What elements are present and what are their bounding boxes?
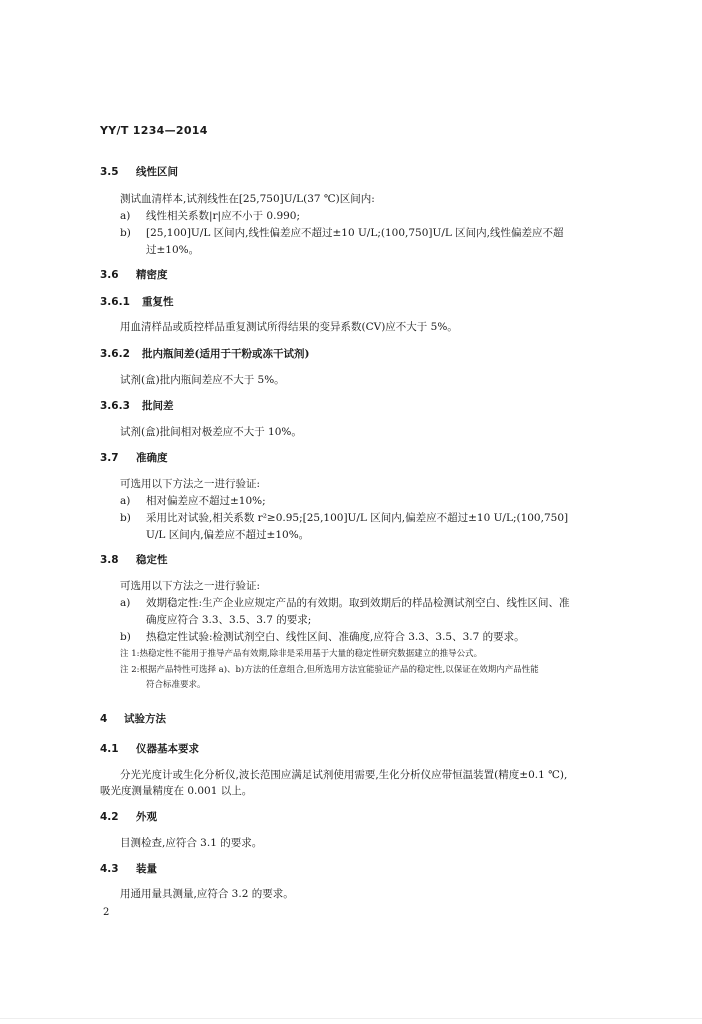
list-marker: b) — [120, 227, 131, 239]
list-text: 采用比对试验,相关系数 r²≥0.95;[25,100]U/L 区间内,偏差应不超过±10 U/L;(100,750] — [146, 512, 569, 524]
note-2-continuation: 符合标准要求。 — [146, 680, 206, 690]
list-item — [120, 629, 525, 644]
list-marker: a) — [120, 210, 131, 222]
list-item — [120, 595, 570, 610]
list-item — [120, 208, 300, 223]
list-text: [25,100]U/L 区间内,线性偏差应不超过±10 U/L;(100,750]U/L 区间内,线性偏差应不超 — [146, 227, 564, 239]
page-number: 2 — [103, 907, 110, 918]
paragraph: 试剂(盒)批间相对极差应不大于 10%。 — [120, 426, 302, 438]
section-3-6-2-heading — [100, 346, 309, 361]
section-number: 3.8 — [100, 554, 119, 566]
section-number: 4.1 — [100, 743, 119, 755]
section-number: 4 — [100, 713, 108, 725]
section-title: 批内瓶间差(适用于干粉或冻干试剂) — [142, 348, 310, 360]
list-text: 线性相关系数|r|应不小于 0.990; — [146, 210, 301, 222]
list-item — [120, 493, 266, 508]
list-marker: a) — [120, 495, 131, 507]
list-text: 效期稳定性:生产企业应规定产品的有效期。取到效期后的样品检测试剂空白、线性区间、准 — [146, 597, 570, 609]
section-4-3-heading — [100, 861, 157, 876]
section-3-6-3-heading — [100, 398, 174, 413]
section-title: 准确度 — [136, 452, 168, 464]
paragraph: 用血清样品或质控样品重复测试所得结果的变异系数(CV)应不大于 5%。 — [120, 321, 458, 333]
section-title: 重复性 — [142, 296, 174, 308]
note-1: 注 1:热稳定性不能用于推导产品有效期,除非是采用基于大量的稳定性研究数据建立的推导公式。 — [120, 649, 483, 659]
list-marker: b) — [120, 512, 131, 524]
section-4-2-heading — [100, 809, 157, 824]
paragraph: 试剂(盒)批内瓶间差应不大于 5%。 — [120, 374, 285, 386]
section-title: 线性区间 — [136, 166, 178, 178]
section-number: 4.3 — [100, 863, 119, 875]
list-item — [120, 510, 568, 525]
section-number: 3.5 — [100, 166, 119, 178]
section-number: 3.7 — [100, 452, 119, 464]
section-title: 精密度 — [136, 269, 168, 281]
section-4-heading — [100, 711, 166, 726]
paragraph: 分光光度计或生化分析仪,波长范围应满足试剂使用需要,生化分析仪应带恒温装置(精度±0.1 ℃), — [120, 769, 568, 781]
paragraph: 测试血清样本,试剂线性在[25,750]U/L(37 ℃)区间内: — [120, 193, 375, 205]
list-continuation: 过±10%。 — [146, 244, 200, 256]
paragraph: 可选用以下方法之一进行验证: — [120, 580, 261, 592]
list-continuation: U/L 区间内,偏差应不超过±10%。 — [146, 529, 310, 541]
section-4-1-heading — [100, 741, 199, 756]
note-2: 注 2:根据产品特性可选择 a)、b)方法的任意组合,但所选用方法宜能验证产品的稳定性,以保证在效期内产品性能 — [120, 665, 539, 675]
list-item — [120, 225, 564, 240]
section-title: 外观 — [136, 811, 157, 823]
list-text: 热稳定性试验:检测试剂空白、线性区间、准确度,应符合 3.3、3.5、3.7 的要求。 — [146, 631, 525, 643]
section-title: 仪器基本要求 — [136, 743, 199, 755]
section-title: 批间差 — [142, 400, 174, 412]
paragraph-continuation: 吸光度测量精度在 0.001 以上。 — [100, 785, 253, 797]
list-marker: a) — [120, 597, 131, 609]
standard-header: YY/T 1234—2014 — [100, 124, 208, 137]
section-number: 4.2 — [100, 811, 119, 823]
section-3-6-1-heading — [100, 294, 174, 309]
section-title: 试验方法 — [124, 713, 166, 725]
section-number: 3.6.2 — [100, 348, 130, 360]
section-number: 3.6 — [100, 269, 119, 281]
list-text: 相对偏差应不超过±10%; — [146, 495, 266, 507]
paragraph: 可选用以下方法之一进行验证: — [120, 478, 261, 490]
section-title: 装量 — [136, 863, 157, 875]
list-marker: b) — [120, 631, 131, 643]
section-title: 稳定性 — [136, 554, 168, 566]
section-3-7-heading — [100, 450, 168, 465]
list-continuation: 确度应符合 3.3、3.5、3.7 的要求; — [146, 614, 312, 626]
section-3-8-heading — [100, 552, 168, 567]
paragraph: 用通用量具测量,应符合 3.2 的要求。 — [120, 888, 294, 900]
section-number: 3.6.3 — [100, 400, 130, 412]
paragraph: 目测检查,应符合 3.1 的要求。 — [120, 837, 263, 849]
section-3-6-heading — [100, 267, 168, 282]
section-number: 3.6.1 — [100, 296, 130, 308]
section-3-5-heading — [100, 164, 178, 179]
page-edge-divider — [0, 1018, 702, 1019]
